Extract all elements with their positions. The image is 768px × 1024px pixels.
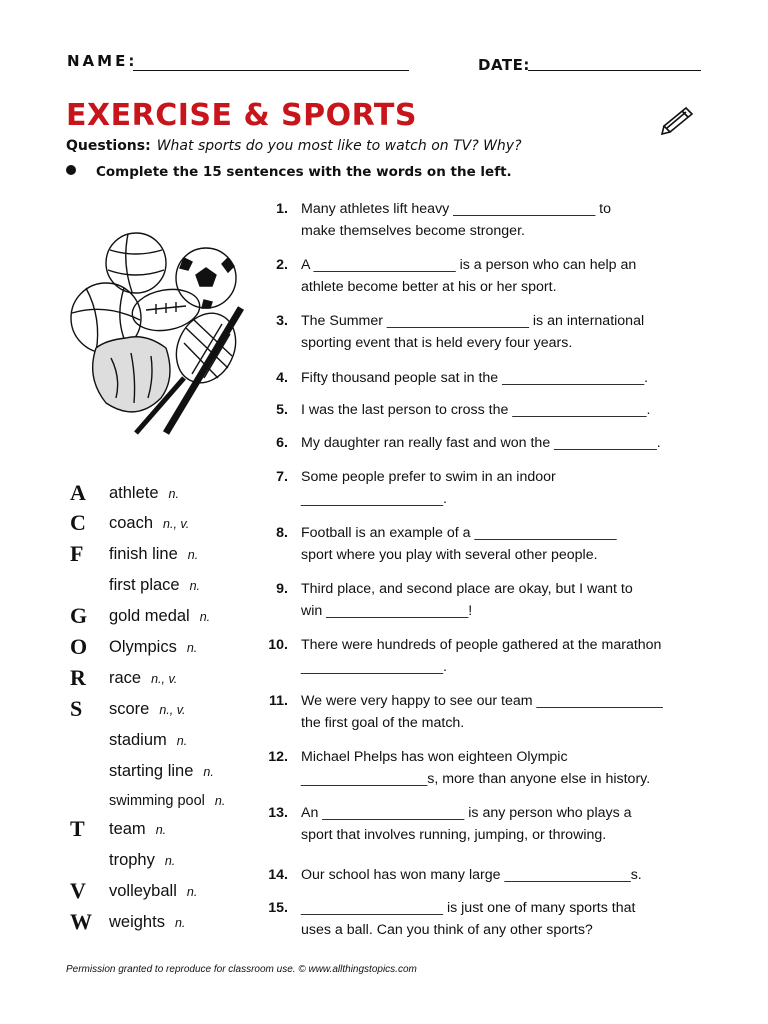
- question-item: [262, 864, 712, 886]
- word-term: gold medal: [109, 607, 190, 625]
- question-item: [262, 634, 712, 678]
- word-index-letter: F: [70, 541, 84, 566]
- question-line-1: An __________________ is any person who plays a: [301, 805, 632, 821]
- question-item: [262, 432, 712, 454]
- word-term: score: [109, 700, 150, 718]
- question-line-2: __________________.: [301, 491, 447, 507]
- question-number: 2.: [276, 257, 288, 273]
- word-index-letter: A: [70, 480, 86, 505]
- question-line-2: uses a ball. Can you think of any other sports?: [301, 922, 593, 938]
- question-number: 1.: [276, 201, 288, 217]
- question-number: 6.: [276, 435, 288, 451]
- question-line-2: sport where you play with several other people.: [301, 547, 598, 563]
- question-number: 12.: [268, 749, 288, 765]
- question-number: 4.: [276, 370, 288, 386]
- word-term: first place: [109, 576, 180, 594]
- word-item: [70, 760, 270, 790]
- question-number: 10.: [268, 637, 288, 653]
- word-part-of-speech: n.: [189, 579, 201, 593]
- word-part-of-speech: n.: [176, 734, 188, 748]
- question-number: 8.: [276, 525, 288, 541]
- word-index-letter: O: [70, 634, 88, 659]
- word-term: team: [109, 820, 146, 838]
- word-term: trophy: [109, 851, 155, 869]
- word-part-of-speech: n.: [168, 487, 179, 501]
- question-item: [262, 522, 712, 566]
- word-term: volleyball: [109, 882, 177, 900]
- question-line-1: Fifty thousand people sat in the __________________.: [301, 370, 649, 386]
- question-number: 5.: [276, 402, 288, 418]
- word-part-of-speech: n., v.: [159, 703, 186, 717]
- name-label: NAME:: [67, 52, 138, 70]
- word-part-of-speech: n.: [214, 794, 226, 808]
- word-item: [70, 818, 270, 848]
- question-line-2: win __________________!: [301, 603, 473, 619]
- word-index-letter: W: [70, 909, 92, 934]
- word-index-letter: T: [70, 816, 85, 841]
- question-line-1: There were hundreds of people gathered at the marathon: [301, 637, 662, 653]
- word-part-of-speech: n.: [187, 548, 199, 562]
- instruction-text: Complete the 15 sentences with the words on the left.: [96, 164, 512, 180]
- word-item: [70, 698, 270, 728]
- word-item: [70, 667, 270, 697]
- question-line-2: make themselves become stronger.: [301, 223, 525, 239]
- question-line-1: Some people prefer to swim in an indoor: [301, 469, 556, 485]
- question-line-1: Third place, and second place are okay, but I want to: [301, 581, 633, 597]
- question-item: [262, 367, 712, 389]
- word-index-letter: R: [70, 665, 86, 690]
- question-number: 3.: [276, 313, 288, 329]
- questions-text: What sports do you most like to watch on TV? Why?: [156, 138, 522, 154]
- word-index-letter: C: [70, 510, 86, 535]
- question-line-1: My daughter ran really fast and won the _____________.: [301, 435, 661, 451]
- word-part-of-speech: n., v.: [151, 672, 178, 686]
- sports-equipment-illustration: [66, 228, 262, 438]
- question-number: 9.: [276, 581, 288, 597]
- word-term: athlete: [109, 484, 159, 502]
- word-part-of-speech: n., v.: [163, 517, 190, 531]
- word-item: [70, 911, 270, 941]
- question-item: [262, 254, 712, 298]
- date-label: DATE:: [478, 56, 530, 74]
- question-line-1: Our school has won many large ________________s.: [301, 867, 642, 883]
- word-item: [70, 849, 270, 879]
- questions-label: Questions:: [66, 138, 151, 154]
- question-item: [262, 802, 712, 846]
- word-part-of-speech: n.: [203, 765, 214, 779]
- question-number: 7.: [276, 469, 288, 485]
- question-line-1: __________________ is just one of many sports that: [301, 900, 636, 916]
- question-item: [262, 466, 712, 510]
- word-term: coach: [109, 514, 154, 532]
- question-line-2: ________________s, more than anyone else in history.: [301, 771, 651, 787]
- word-item: [70, 482, 270, 512]
- word-part-of-speech: n.: [186, 641, 198, 655]
- word-term: finish line: [109, 545, 178, 563]
- question-number: 13.: [268, 805, 288, 821]
- footer-permission: Permission granted to reproduce for classroom use. © www.allthingstopics.com: [66, 964, 417, 975]
- bullet-icon: [66, 165, 76, 175]
- word-term: race: [109, 669, 142, 687]
- question-item: [262, 198, 712, 242]
- question-item: [262, 578, 712, 622]
- word-term: stadium: [109, 731, 167, 749]
- question-line-2: athlete become better at his or her sport.: [301, 279, 557, 295]
- page-title: EXERCISE & SPORTS: [66, 98, 417, 133]
- word-index-letter: V: [70, 878, 86, 903]
- word-part-of-speech: n.: [164, 854, 176, 868]
- word-term: swimming pool: [109, 793, 205, 809]
- pencil-icon: [660, 100, 696, 136]
- word-item: [70, 880, 270, 910]
- question-line-1: A __________________ is a person who can help an: [301, 257, 637, 273]
- word-item: [70, 512, 270, 542]
- question-item: [262, 746, 712, 790]
- question-item: [262, 399, 712, 421]
- word-part-of-speech: n.: [155, 823, 167, 837]
- question-line-1: Many athletes lift heavy __________________ to: [301, 201, 611, 217]
- word-item: [70, 574, 270, 604]
- question-line-1: We were very happy to see our team ________________: [301, 693, 663, 709]
- word-index-letter: S: [70, 696, 83, 721]
- word-term: starting line: [109, 762, 194, 780]
- question-line-2: __________________.: [301, 659, 447, 675]
- question-line-1: Football is an example of a __________________: [301, 525, 617, 541]
- question-number: 11.: [269, 693, 288, 709]
- question-line-2: sporting event that is held every four years.: [301, 335, 573, 351]
- word-part-of-speech: n.: [186, 885, 198, 899]
- word-item: [70, 605, 270, 635]
- question-line-1: I was the last person to cross the _________________.: [301, 402, 651, 418]
- questions-prompt: [66, 138, 522, 154]
- date-line[interactable]: [528, 70, 701, 71]
- question-item: [262, 897, 712, 941]
- question-number: 14.: [268, 867, 288, 883]
- question-line-2: sport that involves running, jumping, or throwing.: [301, 827, 607, 843]
- word-item: [70, 791, 270, 821]
- word-term: Olympics: [109, 638, 177, 656]
- question-number: 15.: [268, 900, 288, 916]
- word-part-of-speech: n.: [199, 610, 211, 624]
- word-item: [70, 543, 270, 573]
- word-part-of-speech: n.: [174, 916, 186, 930]
- question-item: [262, 310, 712, 354]
- question-item: [262, 690, 712, 734]
- question-line-1: Michael Phelps has won eighteen Olympic: [301, 749, 568, 765]
- word-item: [70, 729, 270, 759]
- instruction: [66, 164, 512, 180]
- name-line[interactable]: [133, 70, 409, 71]
- word-item: [70, 636, 270, 666]
- question-line-1: The Summer __________________ is an international: [301, 313, 645, 329]
- word-term: weights: [109, 913, 165, 931]
- word-index-letter: G: [70, 603, 88, 628]
- question-line-2: the first goal of the match.: [301, 715, 465, 731]
